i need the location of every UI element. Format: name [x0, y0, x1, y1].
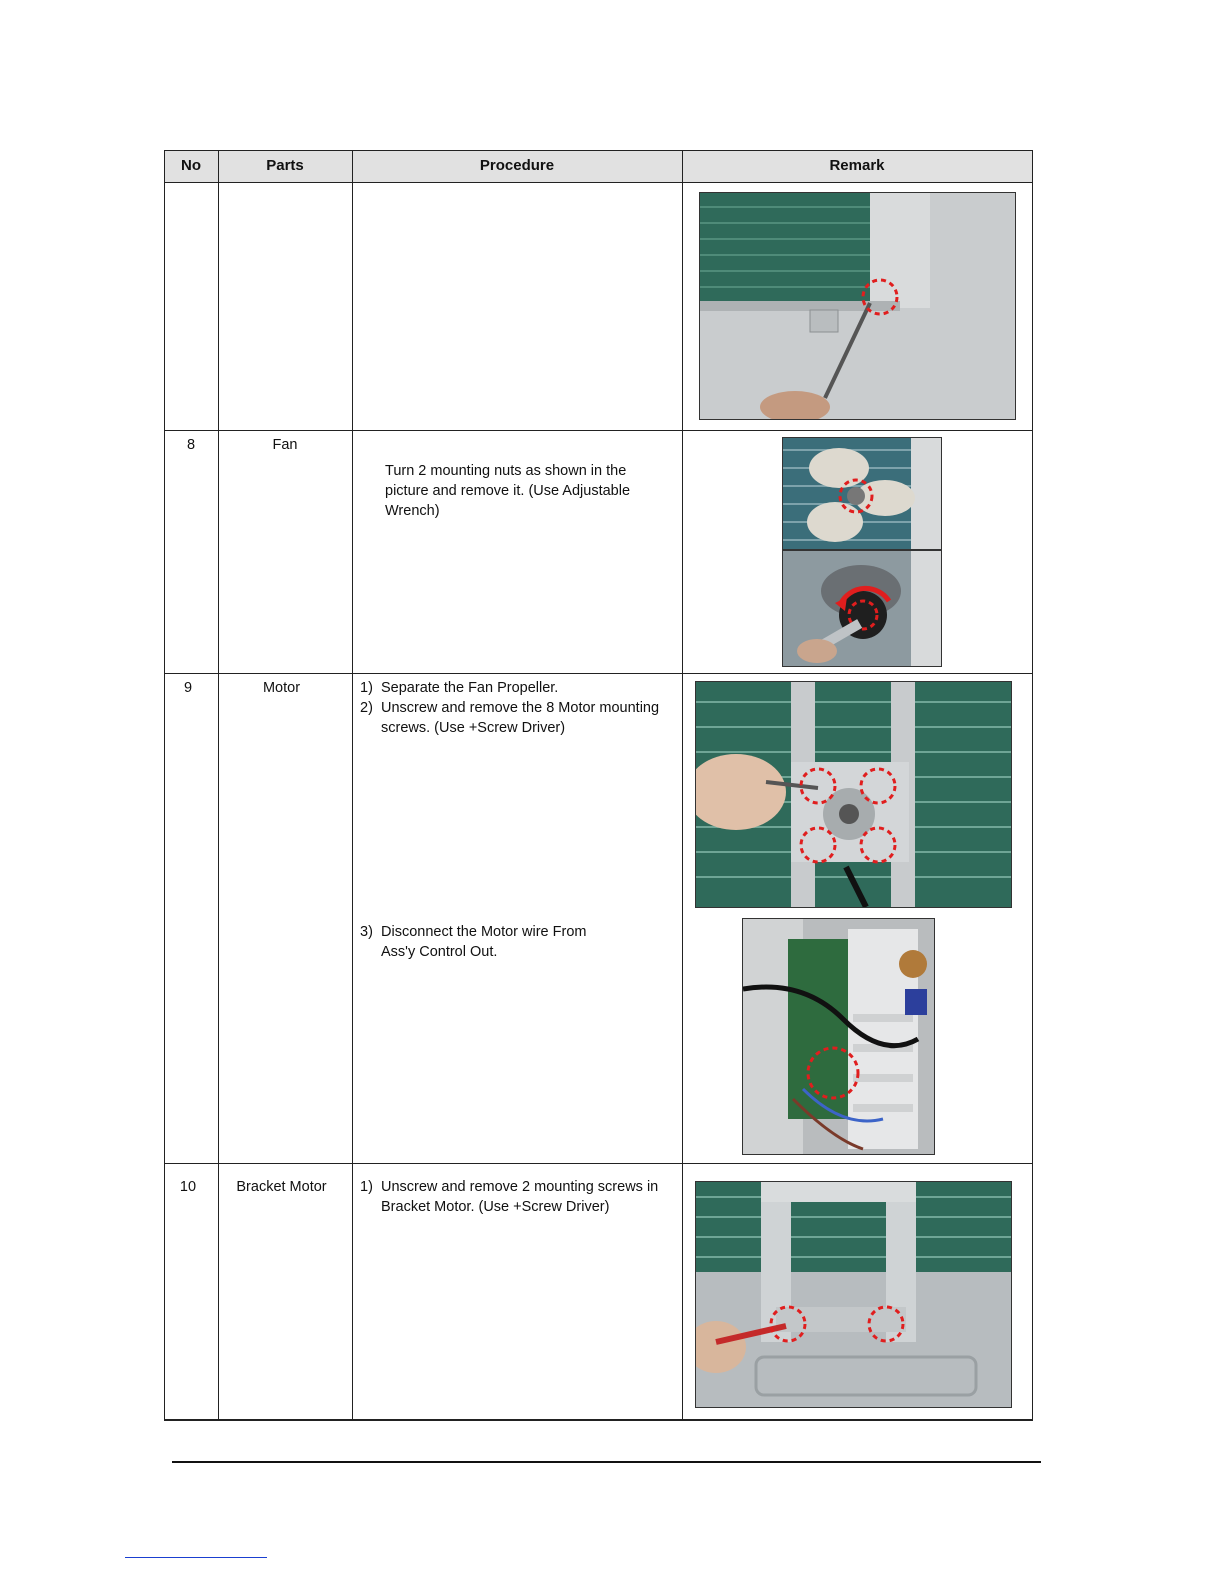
- column-divider: [218, 150, 219, 1420]
- footer-rule: [172, 1461, 1041, 1463]
- procedure-table: [164, 150, 1033, 1420]
- row-number: 8: [186, 437, 196, 453]
- row-divider: [164, 673, 1033, 674]
- procedure-step: 1) Separate the Fan Propeller.: [360, 680, 559, 696]
- header-no: No: [181, 157, 201, 174]
- row-divider: [164, 430, 1033, 431]
- row-divider: [164, 182, 1033, 183]
- header-remark: Remark: [829, 157, 885, 174]
- part-name: Motor: [262, 680, 301, 696]
- column-divider: [352, 150, 353, 1420]
- row-divider: [164, 1163, 1033, 1164]
- header-procedure: Procedure: [479, 157, 555, 174]
- header-parts: Parts: [266, 157, 304, 174]
- fan-nut-wrench-photo: [782, 550, 942, 667]
- bracket-motor-photo: [695, 1181, 1012, 1408]
- procedure-steps: [360, 678, 672, 738]
- coil-screw-photo: [699, 192, 1016, 420]
- part-name: Fan: [272, 437, 298, 453]
- procedure-step: 3) Disconnect the Motor wire From Ass'y Control Out.: [360, 924, 587, 960]
- part-name: Bracket Motor: [236, 1179, 327, 1195]
- row-number: 10: [179, 1179, 197, 1195]
- fan-propeller-photo: [782, 437, 942, 550]
- procedure-steps: [360, 1177, 660, 1217]
- procedure-step: 1) Unscrew and remove 2 mounting screws in Bracket Motor. (Use +Screw Driver): [360, 1179, 659, 1215]
- procedure-step: 2) Unscrew and remove the 8 Motor mounting screws. (Use +Screw Driver): [360, 700, 660, 736]
- page-link-underline: [125, 1557, 267, 1558]
- procedure-text: Turn 2 mounting nuts as shown in the picture and remove it. (Use Adjustable Wrench): [385, 463, 631, 519]
- row-number: 9: [183, 680, 193, 696]
- column-divider: [682, 150, 683, 1420]
- control-box-wire-photo: [742, 918, 935, 1155]
- motor-screws-photo: [695, 681, 1012, 908]
- procedure-steps: [360, 922, 610, 962]
